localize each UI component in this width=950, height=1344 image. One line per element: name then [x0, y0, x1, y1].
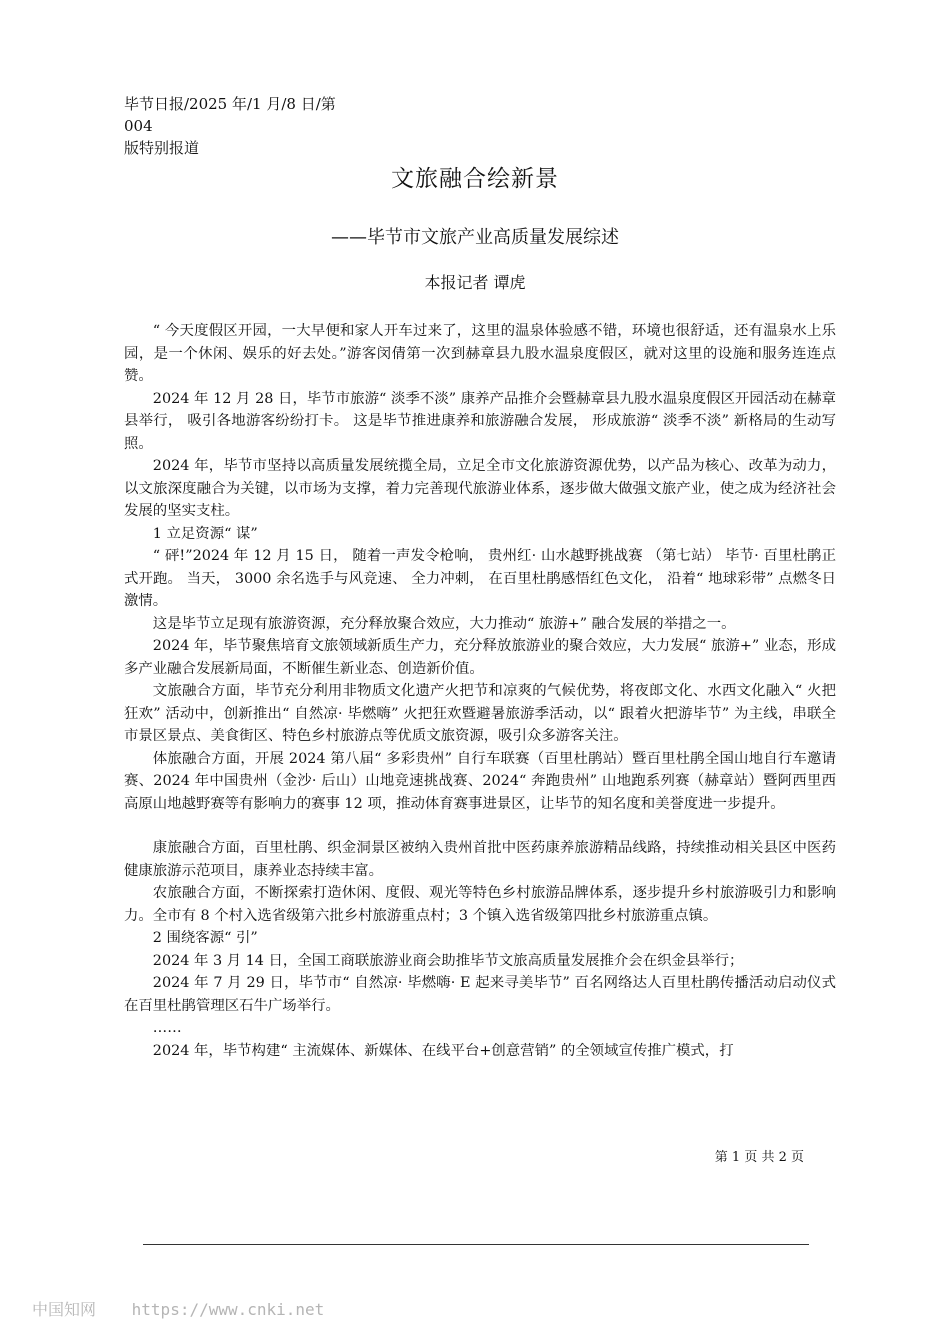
paragraph: “ 今天度假区开园，一大早便和家人开车过来了，这里的温泉体验感不错，环境也很舒适，还有温泉水上乐园，是一个休闲、娱乐的好去处。”游客闵倩第一次到赫章县九股水温泉度假区，就对这里的设施和服务连连点赞。: [124, 323, 836, 384]
article-title: 文旅融合绘新景: [391, 166, 559, 192]
paragraph: 2024 年，毕节聚焦培育文旅领域新质生产力，充分释放旅游业的聚合效应，大力发展“ 旅游+” 业态，形成多产业融合发展新局面，不断催生新业态、创造新价值。: [124, 638, 836, 677]
paragraph: 2024 年 3 月 14 日，全国工商联旅游业商会助推毕节文旅高质量发展推介会在织金县举行；: [152, 952, 744, 969]
paragraph: 康旅融合方面，百里杜鹃、织金洞景区被纳入贵州首批中医药康养旅游精品线路，持续推动相关县区中医药健康旅游示范项目，康养业态持续丰富。: [124, 840, 836, 879]
source-info: [124, 93, 354, 159]
section-heading: 2 围绕客源“ 引”: [152, 930, 258, 946]
paragraph: 2024 年，毕节市坚持以高质量发展统揽全局，立足全市文化旅游资源优势，以产品为核心、改革为动力，以文旅深度融合为关键，以市场为支撑，着力完善现代旅游业体系，逐步做大做强文旅产业，使之成为经济社会发展的坚实支柱。: [124, 458, 836, 519]
article-subtitle: ——毕节市文旅产业高质量发展综述: [331, 227, 619, 248]
paragraph: 农旅融合方面，不断探索打造休闲、度假、观光等特色乡村旅游品牌体系，逐步提升乡村旅游吸引力和影响力。全市有 8 个村入选省级第六批乡村旅游重点村；3 个镇入选省级第四批乡村旅游重点镇。: [124, 885, 836, 924]
paragraph: 2024 年，毕节构建“ 主流媒体、新媒体、在线平台+创意营销” 的全领域宣传推广模式，打: [152, 1042, 734, 1059]
cnki-url[interactable]: https://www.cnki.net: [131, 1300, 325, 1319]
watermark-footer: [32, 1297, 350, 1320]
section-heading: 1 立足资源“ 谋”: [152, 525, 258, 542]
article-byline: 本报记者 谭虎: [424, 273, 526, 292]
paragraph: 体旅融合方面，开展 2024 第八届“ 多彩贵州” 自行车联赛（百里杜鹃站）暨百里杜鹃全国山地自行车邀请赛、2024 年中国贵州（金沙· 后山）山地竞速挑战赛、2024“ 奔跑贵州” 山地跑系列赛（赫章站）暨阿西里西高原山地越野赛等有影响力的赛事 12 项，推动体育赛事进景区，让毕节的知名度和美誉度进一步提升。: [124, 750, 836, 812]
cnki-brand: 中国知网: [32, 1300, 97, 1319]
paragraph: “ 砰!”2024 年 12 月 15 日， 随着一声发令枪响， 贵州红· 山水越野挑战赛 （第七站） 毕节· 百里杜鹃正式开跑。 当天， 3000 余名选手与风竞速、 全力冲刺， 在百里杜鹃感悟红色文化， 沿着“ 地球彩带” 点燃冬日激情。: [124, 548, 836, 609]
ellipsis: ……: [152, 1020, 182, 1036]
article-body: [124, 320, 836, 1062]
paragraph: 文旅融合方面，毕节充分利用非物质文化遗产火把节和凉爽的气候优势，将夜郎文化、水西文化融入“ 火把狂欢” 活动中，创新推出“ 自然凉· 毕燃嗨” 火把狂欢暨避暑旅游季活动，以“ 跟着火把游毕节” 为主线，串联全市景区景点、美食街区、特色乡村旅游点等优质文旅资源，吸引众多游客关注。: [124, 683, 836, 744]
paragraph: 2024 年 7 月 29 日，毕节市“ 自然凉· 毕燃嗨· E 起来寻美毕节” 百名网络达人百里杜鹃传播活动启动仪式在百里杜鹃管理区石牛广场举行。: [124, 975, 836, 1014]
paragraph: 2024 年 12 月 28 日，毕节市旅游“ 淡季不淡” 康养产品推介会暨赫章县九股水温泉度假区开园活动在赫章县举行， 吸引各地游客纷纷打卡。 这是毕节推进康养和旅游融合发展， 形成旅游“ 淡季不淡” 新格局的生动写照。: [124, 390, 836, 452]
paragraph: 这是毕节立足现有旅游资源，充分释放聚合效应，大力推动“ 旅游+” 融合发展的举措之一。: [152, 615, 736, 632]
page-indicator: 第 1 页 共 2 页: [714, 1150, 804, 1165]
source-line: 版特别报道: [124, 139, 200, 157]
source-line: 毕节日报/2025 年/1 月/8 日/第 004: [124, 95, 336, 135]
footer-divider: [143, 1244, 809, 1245]
